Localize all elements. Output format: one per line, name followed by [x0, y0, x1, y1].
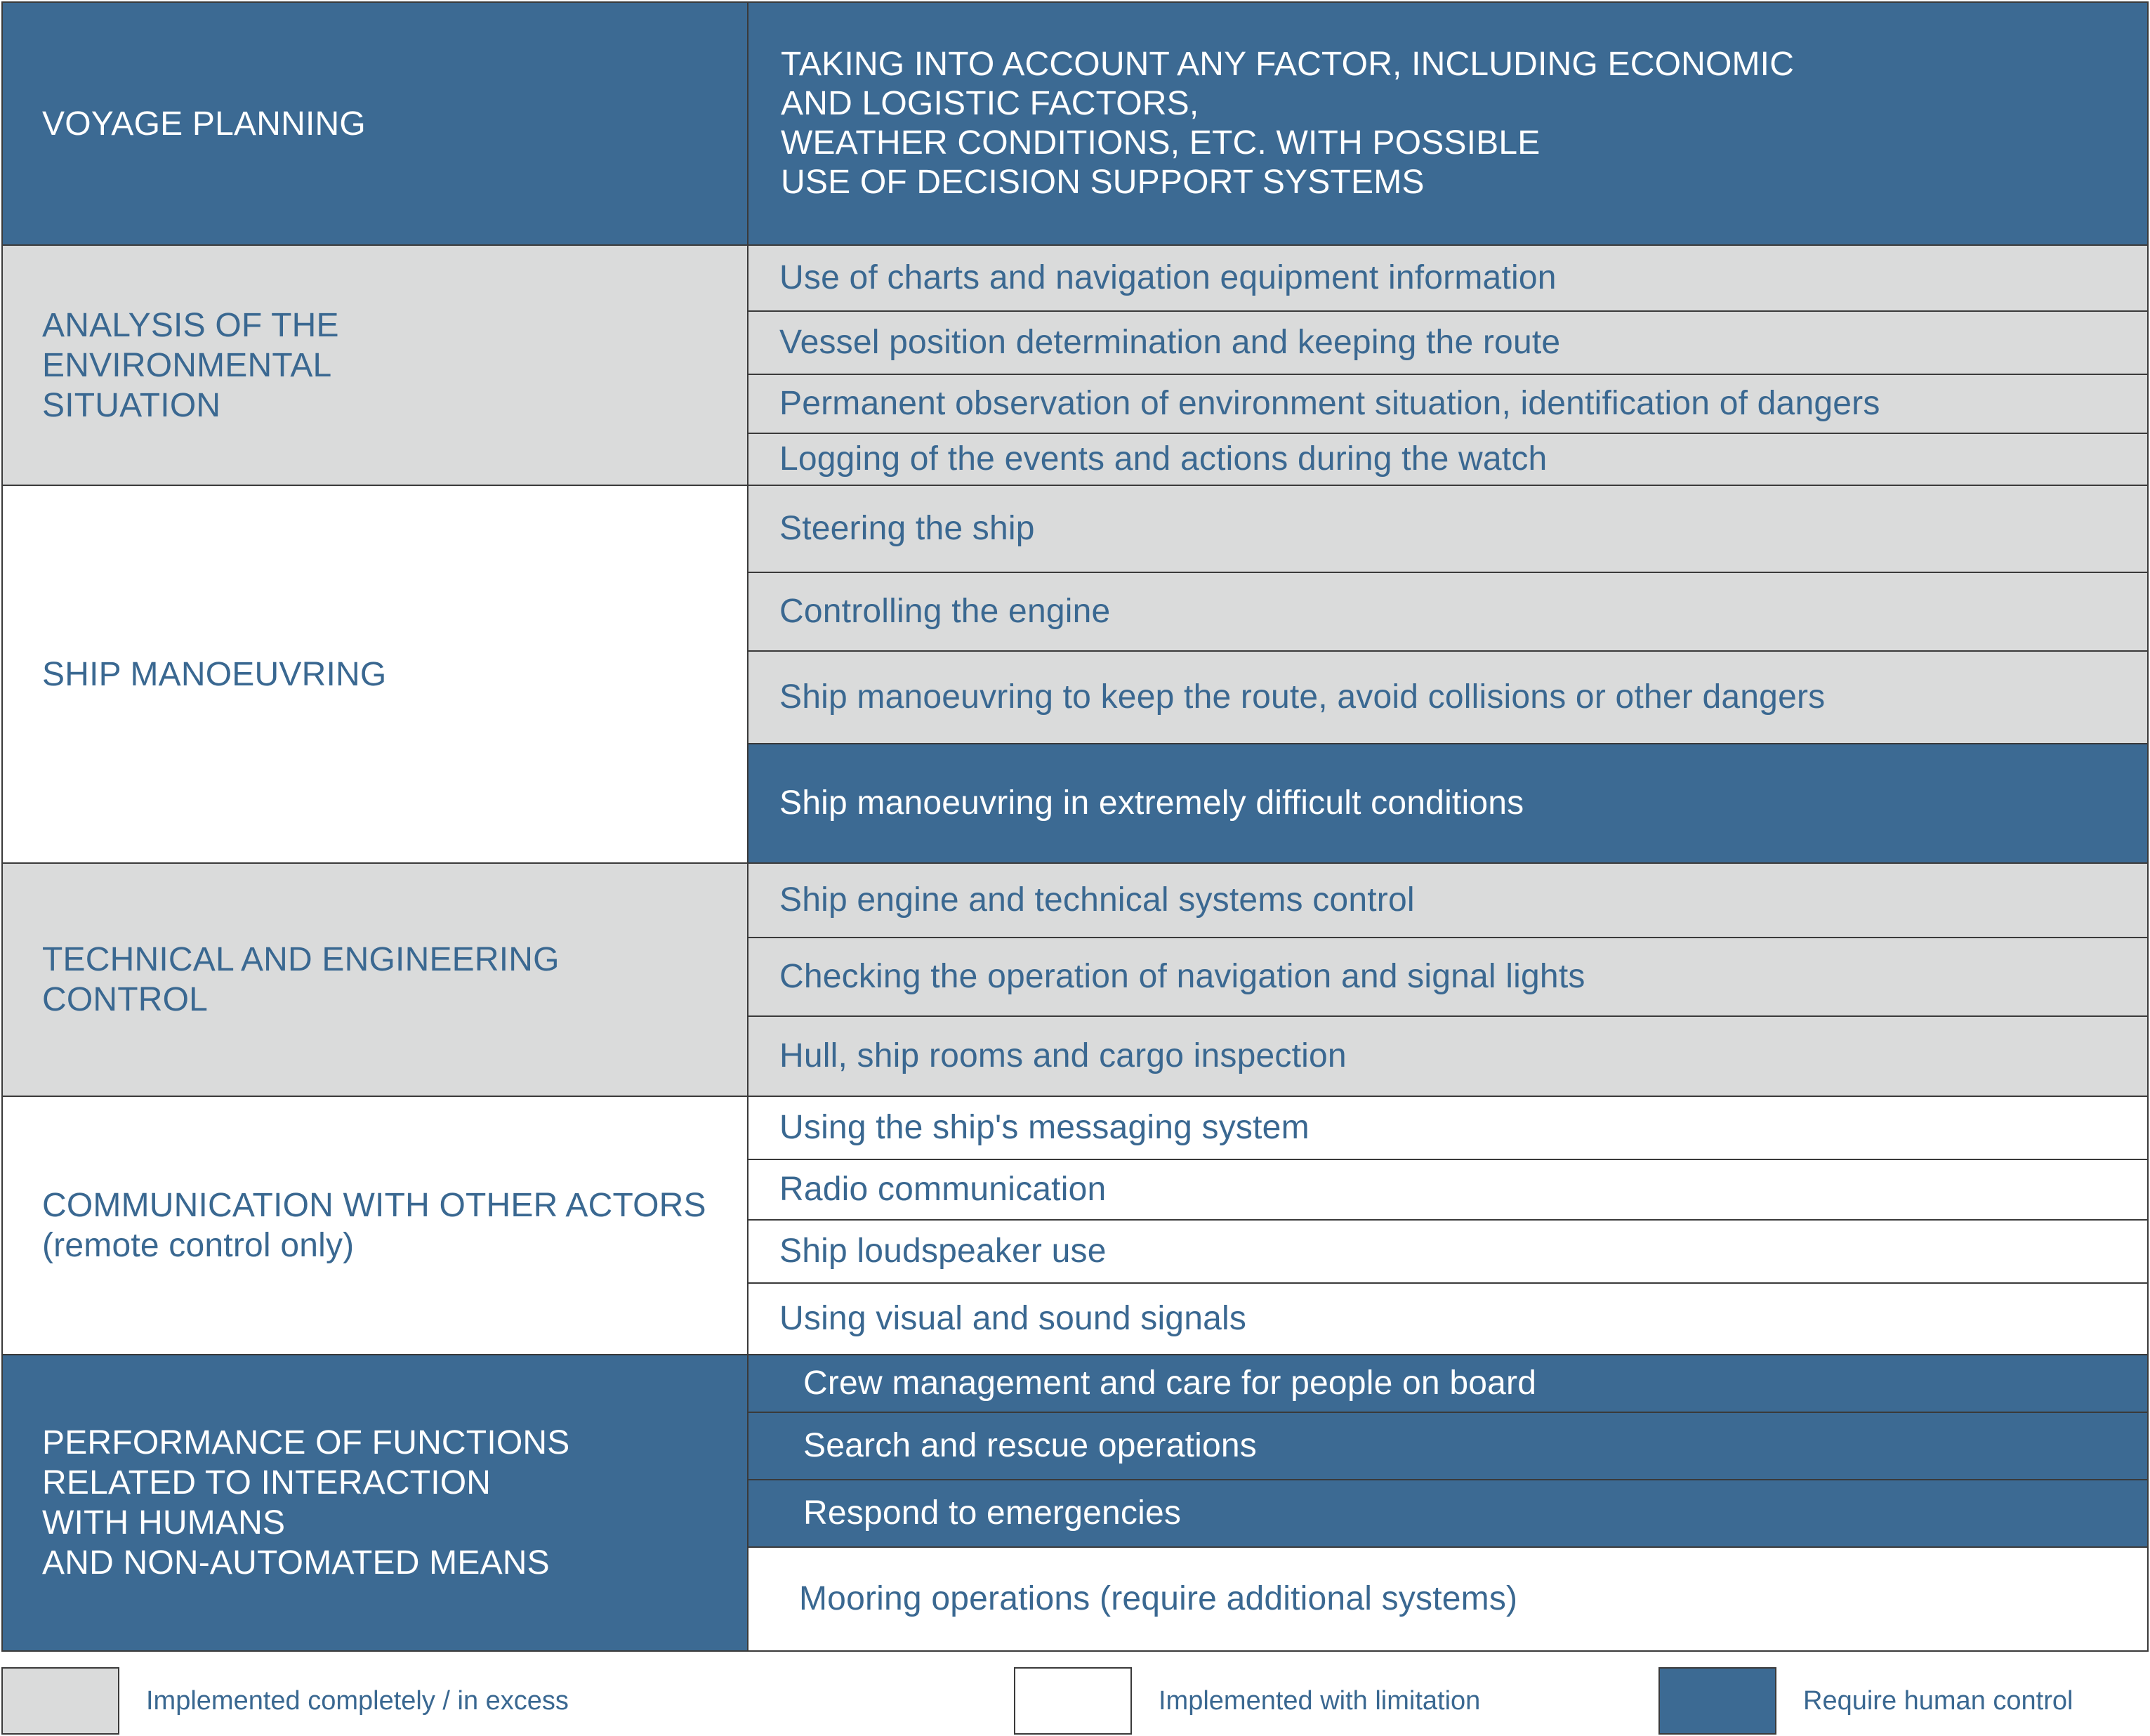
function-row: [748, 486, 2147, 572]
function-row: [748, 1355, 2147, 1412]
section-human-interaction: [3, 1354, 2147, 1650]
section-title-cell: [3, 3, 748, 244]
section-title-cell: [3, 486, 748, 862]
function-text: Permanent observation of environment situation, identification of dangers: [779, 385, 1880, 422]
legend-item-implemented-with-limitation: [1014, 1666, 1480, 1736]
section-title: PERFORMANCE OF FUNCTIONS RELATED TO INTERACTION WITH HUMANS AND NON-AUTOMATED MEANS: [42, 1424, 570, 1582]
function-row: [748, 743, 2147, 862]
legend-item-require-human-control: [1658, 1666, 2073, 1736]
function-text: Ship manoeuvring to keep the route, avoid collisions or other dangers: [779, 678, 1826, 716]
function-text: Ship manoeuvring in extremely difficult conditions: [779, 784, 1524, 822]
section-title-cell: [3, 246, 748, 485]
section-rows: [748, 246, 2147, 485]
function-text: Use of charts and navigation equipment information: [779, 259, 1557, 296]
function-row: [748, 310, 2147, 374]
function-text: Respond to emergencies: [803, 1494, 1182, 1532]
function-row: [748, 1282, 2147, 1354]
function-text: Logging of the events and actions during the watch: [779, 440, 1548, 478]
function-text: Checking the operation of navigation and signal lights: [779, 958, 1585, 995]
function-text: Steering the ship: [779, 510, 1035, 547]
section-title: VOYAGE PLANNING: [42, 105, 366, 143]
legend-swatch-grey: [1, 1667, 119, 1735]
legend-swatch-white: [1014, 1667, 1132, 1735]
function-text: Radio communication: [779, 1171, 1107, 1208]
function-text: Vessel position determination and keeping the route: [779, 324, 1561, 361]
section-analysis-environment: [3, 244, 2147, 485]
legend-item-implemented-completely: [1, 1666, 569, 1736]
function-row: [748, 1159, 2147, 1219]
legend-label: Require human control: [1803, 1685, 2073, 1716]
section-title: SHIP MANOEUVRING: [42, 655, 387, 693]
section-ship-manoeuvring: [3, 485, 2147, 862]
section-rows: [748, 864, 2147, 1096]
function-row: [748, 937, 2147, 1015]
section-technical-engineering: [3, 862, 2147, 1096]
section-rows: [748, 1355, 2147, 1650]
function-text: Ship loudspeaker use: [779, 1232, 1107, 1270]
function-text: Ship engine and technical systems control: [779, 881, 1415, 919]
section-rows: [748, 486, 2147, 862]
function-text: Controlling the engine: [779, 593, 1111, 630]
section-title-cell: [3, 864, 748, 1096]
function-row: [748, 1219, 2147, 1282]
section-title: ANALYSIS OF THE ENVIRONMENTAL SITUATION: [42, 306, 339, 424]
section-rows: [748, 3, 2147, 244]
capability-table: [1, 1, 2149, 1652]
function-row: [748, 1015, 2147, 1096]
section-title: TECHNICAL AND ENGINEERING CONTROL: [42, 941, 560, 1018]
legend-label: Implemented with limitation: [1159, 1685, 1481, 1716]
function-text: Crew management and care for people on board: [803, 1365, 1537, 1402]
section-title-cell: [3, 1097, 748, 1354]
function-row: [748, 650, 2147, 743]
function-text: Mooring operations (require additional systems): [799, 1580, 1518, 1617]
function-row: [748, 374, 2147, 433]
function-text: Search and rescue operations: [803, 1427, 1258, 1464]
function-row: [748, 1479, 2147, 1546]
legend-swatch-blue: [1658, 1667, 1776, 1735]
function-row: [748, 572, 2147, 650]
function-row: [748, 433, 2147, 485]
legend-label: Implemented completely / in excess: [146, 1685, 569, 1716]
function-row: [748, 1097, 2147, 1159]
function-text: TAKING INTO ACCOUNT ANY FACTOR, INCLUDING ECONOMIC AND LOGISTIC FACTORS, WEATHER CONDITIONS, ETC. WITH POSSIBLE USE OF DECISION SUPPORT SYSTEMS: [781, 46, 1795, 201]
function-row: [748, 3, 2147, 244]
function-text: Using visual and sound signals: [779, 1300, 1247, 1337]
function-row: [748, 1546, 2147, 1650]
function-text: Hull, ship rooms and cargo inspection: [779, 1037, 1347, 1074]
legend: [0, 1666, 2150, 1736]
section-title: COMMUNICATION WITH OTHER ACTORS (remote control only): [42, 1187, 706, 1264]
section-voyage-planning: [3, 3, 2147, 244]
section-title-cell: [3, 1355, 748, 1650]
function-row: [748, 1412, 2147, 1479]
function-row: [748, 246, 2147, 310]
function-row: [748, 864, 2147, 937]
section-communication: [3, 1096, 2147, 1354]
function-text: Using the ship's messaging system: [779, 1109, 1310, 1146]
section-rows: [748, 1097, 2147, 1354]
